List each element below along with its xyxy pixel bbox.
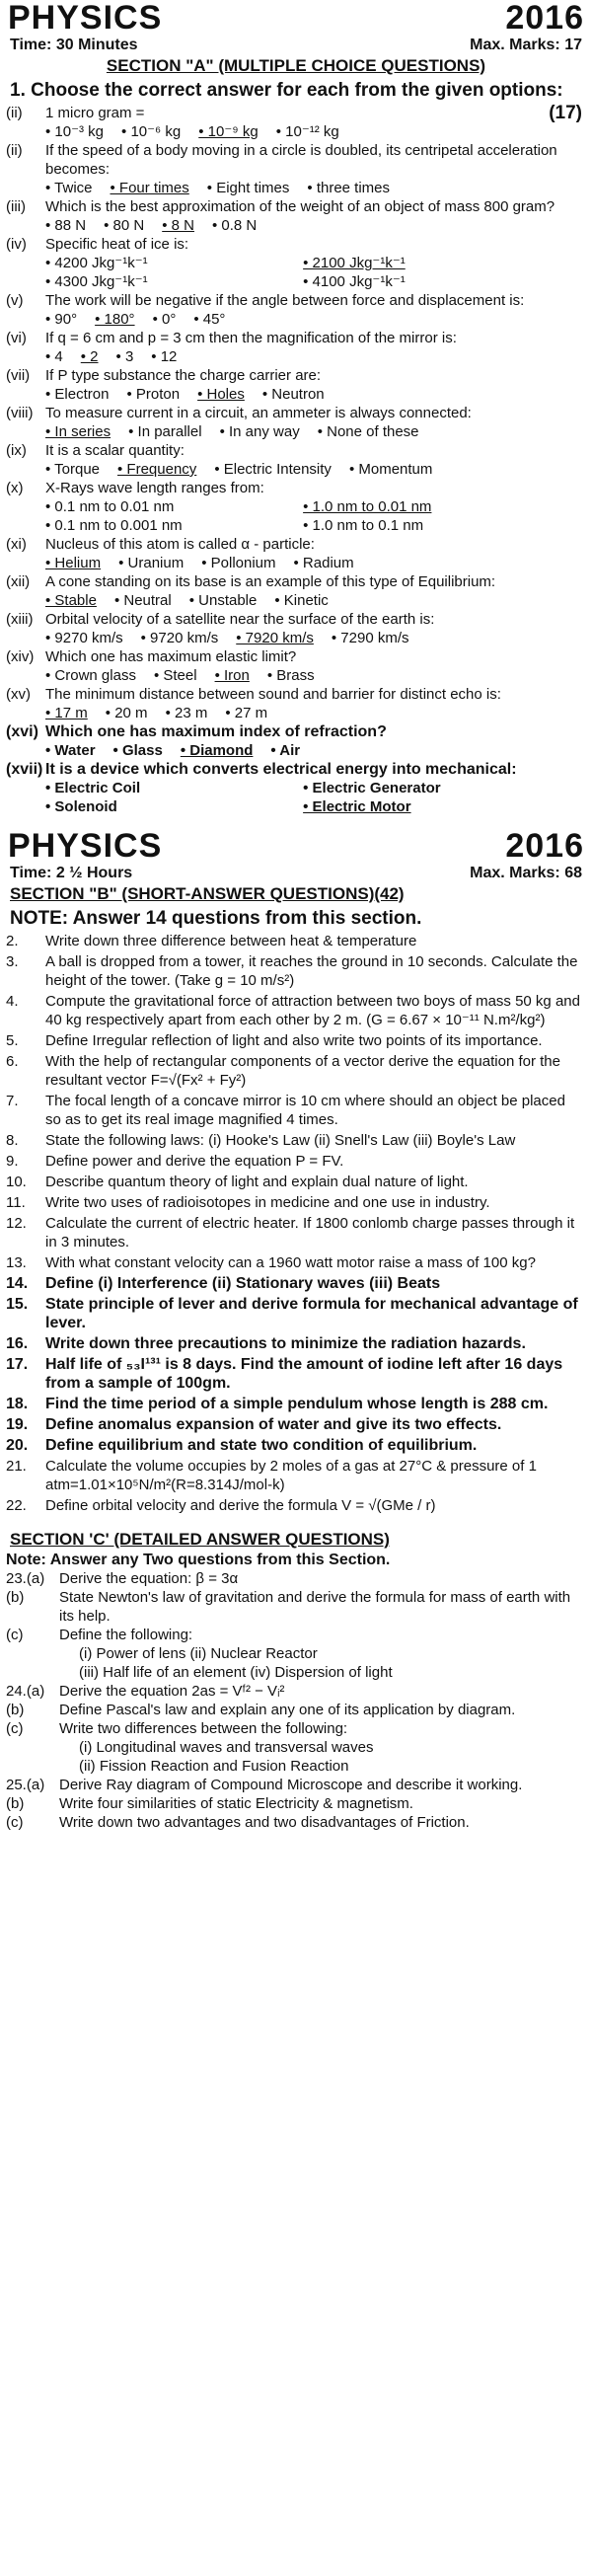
long-question-part xyxy=(0,1588,592,1626)
correct-option: • 180° xyxy=(95,311,135,328)
question-text: Which one has maximum elastic limit? xyxy=(45,648,297,665)
mcq-options xyxy=(0,741,592,760)
option: • Electric Coil xyxy=(45,780,141,796)
question-number: 25.(a) xyxy=(6,1777,45,1793)
exam-year-2: 2016 xyxy=(505,827,584,865)
question-number: 2. xyxy=(6,933,19,949)
short-question xyxy=(0,1415,592,1434)
question-number: 8. xyxy=(6,1132,19,1149)
question-number: (ix) xyxy=(6,442,27,459)
question-text: Specific heat of ice is: xyxy=(45,236,189,253)
question-number: (x) xyxy=(6,480,24,496)
question-number: (b) xyxy=(6,1589,25,1606)
instruction-number: 1. xyxy=(10,80,26,101)
mcq-question xyxy=(0,404,592,422)
mcq-list xyxy=(0,104,592,816)
option: • 80 N xyxy=(104,217,145,234)
short-question xyxy=(0,952,592,990)
question-number: (xv) xyxy=(6,686,31,703)
mcq-options xyxy=(0,591,592,610)
short-question-list xyxy=(0,932,592,1515)
question-text: If q = 6 cm and p = 3 cm then the magnification of the mirror is: xyxy=(45,330,457,346)
long-question-list xyxy=(0,1569,592,1832)
option: • 4200 Jkg⁻¹k⁻¹ xyxy=(45,255,148,271)
question-text: With the help of rectangular components of a vector derive the equation for the resultant vector F=√(Fx² + Fy²) xyxy=(45,1053,560,1089)
mcq-question xyxy=(0,235,592,254)
mcq-options xyxy=(0,385,592,404)
mcq-options xyxy=(0,779,592,816)
mcq-options xyxy=(0,554,592,572)
mcq-question xyxy=(0,685,592,704)
long-question-part xyxy=(0,1682,592,1701)
correct-option: • 8 N xyxy=(162,217,194,234)
mcq-question xyxy=(0,197,592,216)
question-text: Define equilibrium and state two condition of equilibrium. xyxy=(45,1437,478,1454)
question-text: To measure current in a circuit, an ammeter is always connected: xyxy=(45,405,472,421)
correct-option: • 10⁻⁹ kg xyxy=(198,123,259,140)
question-text: The work will be negative if the angle between force and displacement is: xyxy=(45,292,525,309)
time-marks-row-2 xyxy=(0,864,592,883)
question-text: If the speed of a body moving in a circle is doubled, its centripetal acceleration becomes: xyxy=(45,142,557,178)
short-question xyxy=(0,1173,592,1191)
question-text: State Newton's law of gravitation and derive the formula for mass of earth with its help. xyxy=(59,1589,571,1625)
question-number: 19. xyxy=(6,1416,29,1433)
question-text: It is a device which converts electrical energy into mechanical: xyxy=(45,761,517,778)
correct-option: • Four times xyxy=(110,180,189,196)
option: • 4300 Jkg⁻¹k⁻¹ xyxy=(45,273,148,290)
option: • In parallel xyxy=(128,423,202,440)
mcq-question xyxy=(0,535,592,554)
mcq-question xyxy=(0,141,592,179)
question-text: Define (i) Interference (ii) Stationary waves (iii) Beats xyxy=(45,1275,441,1292)
long-question-part xyxy=(0,1663,592,1682)
short-question xyxy=(0,1274,592,1293)
correct-option: • 1.0 nm to 0.01 nm xyxy=(303,498,432,515)
question-number: 3. xyxy=(6,953,19,970)
option: • 9270 km/s xyxy=(45,630,123,646)
mcq-options xyxy=(0,310,592,329)
question-number: 20. xyxy=(6,1437,29,1454)
mcq-options xyxy=(0,422,592,441)
mcq-options xyxy=(0,497,592,535)
question-text: With what constant velocity can a 1960 watt motor raise a mass of 100 kg? xyxy=(45,1254,536,1271)
option: • Kinetic xyxy=(274,592,329,609)
option: • 0.1 nm to 0.001 nm xyxy=(45,517,183,534)
section-b-note: NOTE: Answer 14 questions from this section. xyxy=(10,908,422,929)
question-text: Write two differences between the following: xyxy=(59,1720,348,1737)
question-number xyxy=(6,1663,59,1682)
option: • 0.8 N xyxy=(211,217,258,234)
question-number xyxy=(6,1757,59,1776)
question-number: (b) xyxy=(6,1702,25,1718)
question-number: (xvi) xyxy=(6,723,38,740)
option: • 88 N xyxy=(45,217,87,234)
exam-year: 2016 xyxy=(505,0,584,37)
correct-option: • 7920 km/s xyxy=(236,630,314,646)
long-question-part xyxy=(0,1626,592,1644)
header-part2 xyxy=(0,828,592,864)
option: • Torque xyxy=(45,461,101,478)
long-question-part xyxy=(0,1644,592,1663)
mcq-options xyxy=(0,460,592,479)
option: • 23 m xyxy=(165,705,208,721)
question-number: (c) xyxy=(6,1720,24,1737)
question-number: 6. xyxy=(6,1053,19,1070)
question-number: (xiii) xyxy=(6,611,34,628)
question-text: Describe quantum theory of light and explain dual nature of light. xyxy=(45,1174,469,1190)
question-text: Write down two advantages and two disadvantages of Friction. xyxy=(59,1814,470,1831)
mcq-options xyxy=(0,704,592,722)
time-label: Time: 30 Minutes xyxy=(10,37,138,53)
correct-option: • Electric Motor xyxy=(303,798,411,815)
section-c-note: Note: Answer any Two questions from this Section. xyxy=(6,1552,391,1568)
question-text: Define the following: xyxy=(59,1627,193,1643)
question-number: (c) xyxy=(6,1814,24,1831)
section-c-title: SECTION 'C' (DETAILED ANSWER QUESTIONS) xyxy=(10,1530,390,1549)
short-question xyxy=(0,1131,592,1150)
question-text: Define power and derive the equation P = FV. xyxy=(45,1153,344,1170)
question-text: Orbital velocity of a satellite near the surface of the earth is: xyxy=(45,611,435,628)
question-text: Write two uses of radioisotopes in medicine and one use in industry. xyxy=(45,1194,490,1211)
question-number: (xi) xyxy=(6,536,27,553)
short-question xyxy=(0,1457,592,1494)
time-marks-row xyxy=(0,36,592,55)
option: • Water xyxy=(45,742,96,759)
question-number: 4. xyxy=(6,993,19,1010)
short-question xyxy=(0,1496,592,1515)
option: • 0.1 nm to 0.01 nm xyxy=(45,498,175,515)
option: • Crown glass xyxy=(45,667,136,684)
question-text: 1 micro gram = xyxy=(45,105,145,121)
option: • Uranium xyxy=(118,555,185,571)
question-text: (i) Power of lens (ii) Nuclear Reactor xyxy=(79,1645,318,1662)
option: • Glass xyxy=(112,742,163,759)
question-text: Find the time period of a simple pendulum whose length is 288 cm. xyxy=(45,1396,549,1412)
question-number: 7. xyxy=(6,1093,19,1109)
question-text: Define orbital velocity and derive the formula V = √(GMe / r) xyxy=(45,1497,436,1514)
option: • 1.0 nm to 0.1 nm xyxy=(303,517,424,534)
correct-option: • Stable xyxy=(45,592,97,609)
question-number: 17. xyxy=(6,1356,29,1373)
option: • Momentum xyxy=(348,461,433,478)
question-number: 21. xyxy=(6,1458,27,1475)
question-text: Derive Ray diagram of Compound Microscope and describe it working. xyxy=(59,1777,523,1793)
mcq-options xyxy=(0,666,592,685)
question-text: (ii) Fission Reaction and Fusion Reaction xyxy=(79,1758,349,1775)
option: • Radium xyxy=(293,555,354,571)
long-question-part xyxy=(0,1701,592,1719)
short-question xyxy=(0,1295,592,1332)
option: • 4 xyxy=(45,348,63,365)
question-number: 10. xyxy=(6,1174,27,1190)
question-text: If P type substance the charge carrier are: xyxy=(45,367,322,384)
question-text: Half life of ₅₃I¹³¹ is 8 days. Find the amount of iodine left after 16 days from a sample of 100gm. xyxy=(45,1356,563,1392)
option: • 27 m xyxy=(225,705,268,721)
question-number: (iii) xyxy=(6,198,26,215)
correct-option: • Frequency xyxy=(117,461,197,478)
question-number: (v) xyxy=(6,292,24,309)
mcq-question xyxy=(0,610,592,629)
mcq-question xyxy=(0,572,592,591)
option: • 0° xyxy=(152,311,177,328)
question-number: 22. xyxy=(6,1497,27,1514)
option: • Neutron xyxy=(261,386,325,403)
option: • Twice xyxy=(45,180,93,196)
question-number: (ii) xyxy=(6,105,23,121)
question-number: 12. xyxy=(6,1215,27,1232)
question-number: (xiv) xyxy=(6,648,35,665)
question-text: (i) Longitudinal waves and transversal waves xyxy=(79,1739,374,1756)
mcq-question xyxy=(0,647,592,666)
question-text: Which is the best approximation of the weight of an object of mass 800 gram? xyxy=(45,198,555,215)
question-text: Write down three precautions to minimize the radiation hazards. xyxy=(45,1335,526,1352)
option: • Brass xyxy=(266,667,315,684)
question-number: 13. xyxy=(6,1254,27,1271)
section-b-title: SECTION "B" (SHORT-ANSWER QUESTIONS)(42) xyxy=(10,884,405,903)
question-text: Write down three difference between heat & temperature xyxy=(45,933,417,949)
mcq-options xyxy=(0,179,592,197)
question-text: State principle of lever and derive formula for mechanical advantage of lever. xyxy=(45,1296,578,1331)
question-text: Define Pascal's law and explain any one of its application by diagram. xyxy=(59,1702,516,1718)
option: • Solenoid xyxy=(45,798,117,815)
subject-title: PHYSICS xyxy=(8,0,163,37)
short-question xyxy=(0,1152,592,1171)
question-number: (b) xyxy=(6,1795,25,1812)
short-question xyxy=(0,1436,592,1455)
question-text: Calculate the current of electric heater. If 1800 conlomb charge passes through it in 3 minutes. xyxy=(45,1215,575,1250)
short-question xyxy=(0,1092,592,1129)
question-text: The minimum distance between sound and barrier for distinct echo is: xyxy=(45,686,501,703)
question-number xyxy=(6,1738,59,1757)
correct-option: • 2100 Jkg⁻¹k⁻¹ xyxy=(303,255,406,271)
question-text: It is a scalar quantity: xyxy=(45,442,185,459)
question-number: (c) xyxy=(6,1627,24,1643)
option: • 45° xyxy=(193,311,226,328)
option: • 12 xyxy=(151,348,178,365)
question-number: (vi) xyxy=(6,330,27,346)
short-question xyxy=(0,1395,592,1413)
long-question-part xyxy=(0,1719,592,1738)
question-text: Derive the equation: β = 3α xyxy=(59,1570,239,1587)
question-number: 5. xyxy=(6,1032,19,1049)
option: • 10⁻³ kg xyxy=(45,123,105,140)
long-question-part xyxy=(0,1813,592,1832)
question-number: 11. xyxy=(6,1194,26,1211)
question-text: Which one has maximum index of refraction? xyxy=(45,723,387,740)
mcq-question xyxy=(0,760,592,779)
marks-label: Max. Marks: 17 xyxy=(470,37,582,53)
option: • 90° xyxy=(45,311,78,328)
short-question xyxy=(0,1052,592,1090)
long-question-part xyxy=(0,1738,592,1757)
question-text: Compute the gravitational force of attraction between two boys of mass 50 kg and 40 kg respectively apart from each other by 2 m. (G = 6.67 × 10⁻¹¹ N.m²/kg²) xyxy=(45,993,580,1028)
option: • None of these xyxy=(317,423,419,440)
question-text: (iii) Half life of an element (iv) Dispersion of light xyxy=(79,1664,393,1681)
mcq-question xyxy=(0,479,592,497)
question-text: Nucleus of this atom is called α - particle: xyxy=(45,536,315,553)
short-question xyxy=(0,1355,592,1393)
correct-option: • 17 m xyxy=(45,705,88,721)
question-text: X-Rays wave length ranges from: xyxy=(45,480,264,496)
question-number: 23.(a) xyxy=(6,1570,45,1587)
short-question xyxy=(0,1031,592,1050)
option: • Electric Intensity xyxy=(214,461,332,478)
question-number: 9. xyxy=(6,1153,19,1170)
long-question-part xyxy=(0,1794,592,1813)
option: • Proton xyxy=(126,386,181,403)
correct-option: • Helium xyxy=(45,555,102,571)
question-number: 15. xyxy=(6,1296,29,1313)
long-question-part xyxy=(0,1757,592,1776)
question-text: Derive the equation 2as = Vᶠ² − Vᵢ² xyxy=(59,1683,285,1700)
time-label-2: Time: 2 ½ Hours xyxy=(10,865,133,881)
instruction-text: Choose the correct answer for each from the given options: xyxy=(31,80,563,101)
mcq-question xyxy=(0,104,549,122)
correct-option: • Diamond xyxy=(180,742,254,759)
long-question-part xyxy=(0,1569,592,1588)
option: • Air xyxy=(270,742,301,759)
mcq-question xyxy=(0,329,592,347)
question-text: The focal length of a concave mirror is 10 cm where should an object be placed so as to get its real image magnified 4 times. xyxy=(45,1093,565,1128)
question-text: Define Irregular reflection of light and also write two points of its importance. xyxy=(45,1032,543,1049)
question-number: 24.(a) xyxy=(6,1683,45,1700)
option: • Unstable xyxy=(188,592,258,609)
short-question xyxy=(0,932,592,950)
question-text: Write four similarities of static Electricity & magnetism. xyxy=(59,1795,413,1812)
correct-option: • Holes xyxy=(197,386,245,403)
short-question xyxy=(0,1253,592,1272)
mcq-options xyxy=(0,629,592,647)
question-number: (ii) xyxy=(6,142,23,159)
option: • Eight times xyxy=(206,180,290,196)
option: • 20 m xyxy=(105,705,148,721)
question-number: 16. xyxy=(6,1335,29,1352)
option: • Steel xyxy=(153,667,197,684)
question-number xyxy=(6,1644,59,1663)
question-number: 14. xyxy=(6,1275,29,1292)
mcq-options xyxy=(0,216,592,235)
mcq-question xyxy=(0,366,592,385)
question-number: (xvii) xyxy=(6,761,43,778)
correct-option: • Iron xyxy=(214,667,250,684)
correct-option: • In series xyxy=(45,423,111,440)
option: • Electric Generator xyxy=(303,780,441,796)
option: • 4100 Jkg⁻¹k⁻¹ xyxy=(303,273,406,290)
subject-title-2: PHYSICS xyxy=(8,827,163,865)
option: • Neutral xyxy=(113,592,172,609)
instruction-marks: (17) xyxy=(549,103,582,123)
section-a-title: SECTION "A" (MULTIPLE CHOICE QUESTIONS) xyxy=(106,56,486,75)
option: • three times xyxy=(307,180,391,196)
marks-label-2: Max. Marks: 68 xyxy=(470,865,582,881)
short-question xyxy=(0,992,592,1029)
option: • Pollonium xyxy=(201,555,276,571)
option: • 7290 km/s xyxy=(331,630,409,646)
option: • 9720 km/s xyxy=(140,630,219,646)
mcq-options xyxy=(0,122,549,141)
question-number: 18. xyxy=(6,1396,29,1412)
correct-option: • 2 xyxy=(80,348,99,365)
question-number: (iv) xyxy=(6,236,27,253)
question-number: (vii) xyxy=(6,367,31,384)
mcq-question xyxy=(0,441,592,460)
question-number: (viii) xyxy=(6,405,34,421)
question-text: Define anomalus expansion of water and give its two effects. xyxy=(45,1416,502,1433)
option: • 3 xyxy=(115,348,134,365)
question-text: Calculate the volume occupies by 2 moles of a gas at 27°C & pressure of 1 atm=1.01×10⁵N/m²(R=8.314J/mol-k) xyxy=(45,1458,537,1493)
question-text: A cone standing on its base is an example of this type of Equilibrium: xyxy=(45,573,496,590)
mcq-question xyxy=(0,722,592,741)
short-question xyxy=(0,1193,592,1212)
option: • Electron xyxy=(45,386,110,403)
option: • 10⁻⁶ kg xyxy=(121,123,182,140)
short-question xyxy=(0,1334,592,1353)
option: • In any way xyxy=(219,423,300,440)
question-number: (xii) xyxy=(6,573,31,590)
question-text: A ball is dropped from a tower, it reaches the ground in 10 seconds. Calculate the height of the tower. (Take g = 10 m/s²) xyxy=(45,953,578,989)
long-question-part xyxy=(0,1776,592,1794)
mcq-options xyxy=(0,254,592,291)
mcq-options xyxy=(0,347,592,366)
short-question xyxy=(0,1214,592,1251)
question-text: State the following laws: (i) Hooke's Law (ii) Snell's Law (iii) Boyle's Law xyxy=(45,1132,516,1149)
mcq-question xyxy=(0,291,592,310)
option: • 10⁻¹² kg xyxy=(275,123,339,140)
header-part1 xyxy=(0,0,592,36)
